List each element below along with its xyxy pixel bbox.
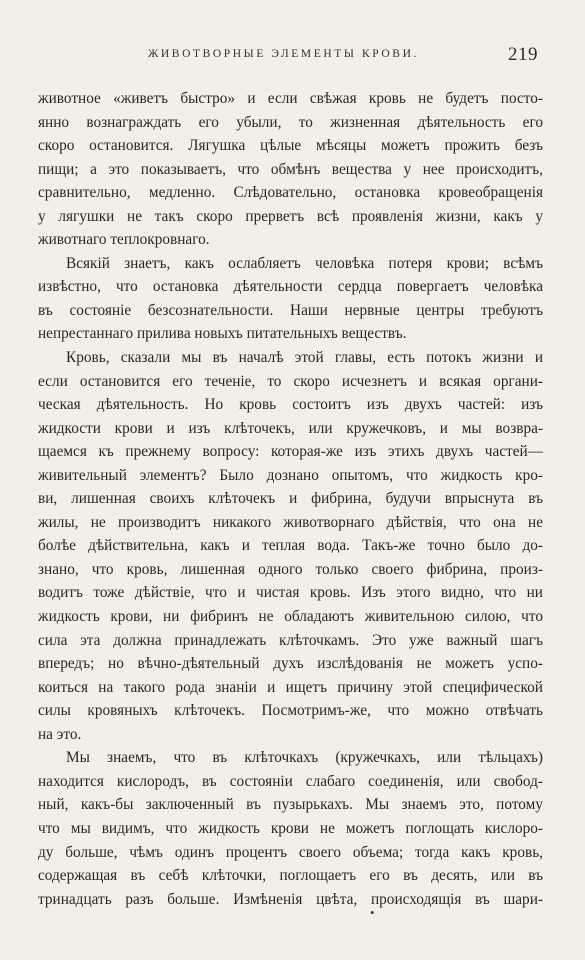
text-line: животное «живетъ быстро» и если свѣжая кровь не будетъ посто- xyxy=(38,90,543,107)
text-line: Мы знаемъ, что въ клѣточкахъ (кружечкахъ, или тѣльцахъ) xyxy=(66,749,543,767)
text-line: непрестаннаго прилива новыхъ питательныхъ веществъ. xyxy=(38,325,407,343)
ink-mark: • xyxy=(370,905,375,920)
body-text xyxy=(38,87,543,911)
text-line: ный, какъ-бы заключенный въ пузырькахъ. Мы знаемъ это, потому xyxy=(38,796,543,814)
text-line: тринадцать разъ больше. Измѣненія цвѣта, происходящія въ шари- xyxy=(38,890,543,908)
text-line: что мы видимъ, что жидкость крови не можетъ поглощать кислоро- xyxy=(38,819,543,837)
text-line: ви, лишенная своихъ клѣточекъ и фибрина, будучи впрыснута въ xyxy=(38,490,543,508)
page-number: 219 xyxy=(508,44,538,65)
text-line: Кровь, сказали мы въ началѣ этой главы, есть потокъ жизни и xyxy=(66,349,543,367)
text-line: живительный элементъ? Было дознано опытомъ, что жидкость кро- xyxy=(38,466,543,484)
text-line: щаемся къ прежнему вопросу: которая-же изъ этихъ двухъ частей— xyxy=(38,443,543,461)
text-line: если остановится его теченіе, то скоро исчезнетъ и всякая органи- xyxy=(38,372,543,390)
text-line: сила эта должна принадлежать клѣточкамъ. Это уже важный шагъ xyxy=(38,631,543,649)
text-line: содержащая въ себѣ клѣточки, поглощаетъ его въ десять, или въ xyxy=(38,867,543,885)
text-line: янно вознаграждать его убыли, то жизненная дѣятельность его xyxy=(38,113,543,131)
text-line: силы кровяныхъ клѣточекъ. Посмотримъ-же, что можно отвѣчать xyxy=(38,702,543,720)
text-line: на это. xyxy=(38,725,82,743)
text-line: знано, что кровь, лишенная одного только своего фибрина, произ- xyxy=(38,560,543,578)
text-line: ческая дѣятельность. Но кровь состоитъ изъ двухъ частей: изъ xyxy=(38,396,543,414)
text-line: болѣе дѣйствительна, какъ и теплая вода. Такъ-же точно было до- xyxy=(38,537,543,555)
text-line: пищи; а это показываетъ, что обмѣнъ вещества у нее происходитъ, xyxy=(38,160,543,178)
text-line: впередъ; но вѣчно-дѣятельный духъ изслѣдованія не можетъ успо- xyxy=(38,655,543,673)
text-line: извѣстно, что остановка дѣятельности сердца повергаетъ человѣка xyxy=(38,278,543,296)
running-title: ЖИВОТВОРНЫЕ ЭЛЕМЕНТЫ КРОВИ. xyxy=(148,48,419,60)
text-line: Всякій знаетъ, какъ ослабляетъ человѣка потеря крови; всѣмъ xyxy=(66,254,543,272)
text-line: скоро остановится. Лягушка цѣлые мѣсяцы можетъ прожить безъ xyxy=(38,137,543,155)
text-line: жидкость крови, ни фибринъ не обладаютъ живительною силою, что xyxy=(38,608,543,626)
text-line: жидкости крови и изъ клѣточекъ, или кружечковъ, и мы возвра- xyxy=(38,419,543,437)
text-line: животнаго теплокровнаго. xyxy=(38,231,210,249)
text-line: сравнительно, медленно. Слѣдовательно, остановка кровеобращенія xyxy=(38,184,543,202)
text-line: у лягушки не такъ скоро прерветъ всѣ проявленія жизни, какъ у xyxy=(38,207,543,225)
text-line: въ состояніе безсознательности. Наши нервные центры требуютъ xyxy=(38,301,543,319)
text-line: коиться на такого рода знаніи и ищетъ причину этой специфической xyxy=(38,678,543,696)
running-head xyxy=(0,44,585,68)
text-line: жилы, не производитъ никакого животворнаго дѣйствія, что она не xyxy=(38,513,543,531)
text-line: водитъ тоже дѣйствіе, что и чистая кровь. Изъ этого видно, что ни xyxy=(38,584,543,602)
text-line: находится кислородъ, въ состояніи слабаго соединенія, или свобод- xyxy=(38,772,543,790)
text-line: ду больше, чѣмъ одинъ процентъ своего объема; тогда какъ кровь, xyxy=(38,843,543,861)
